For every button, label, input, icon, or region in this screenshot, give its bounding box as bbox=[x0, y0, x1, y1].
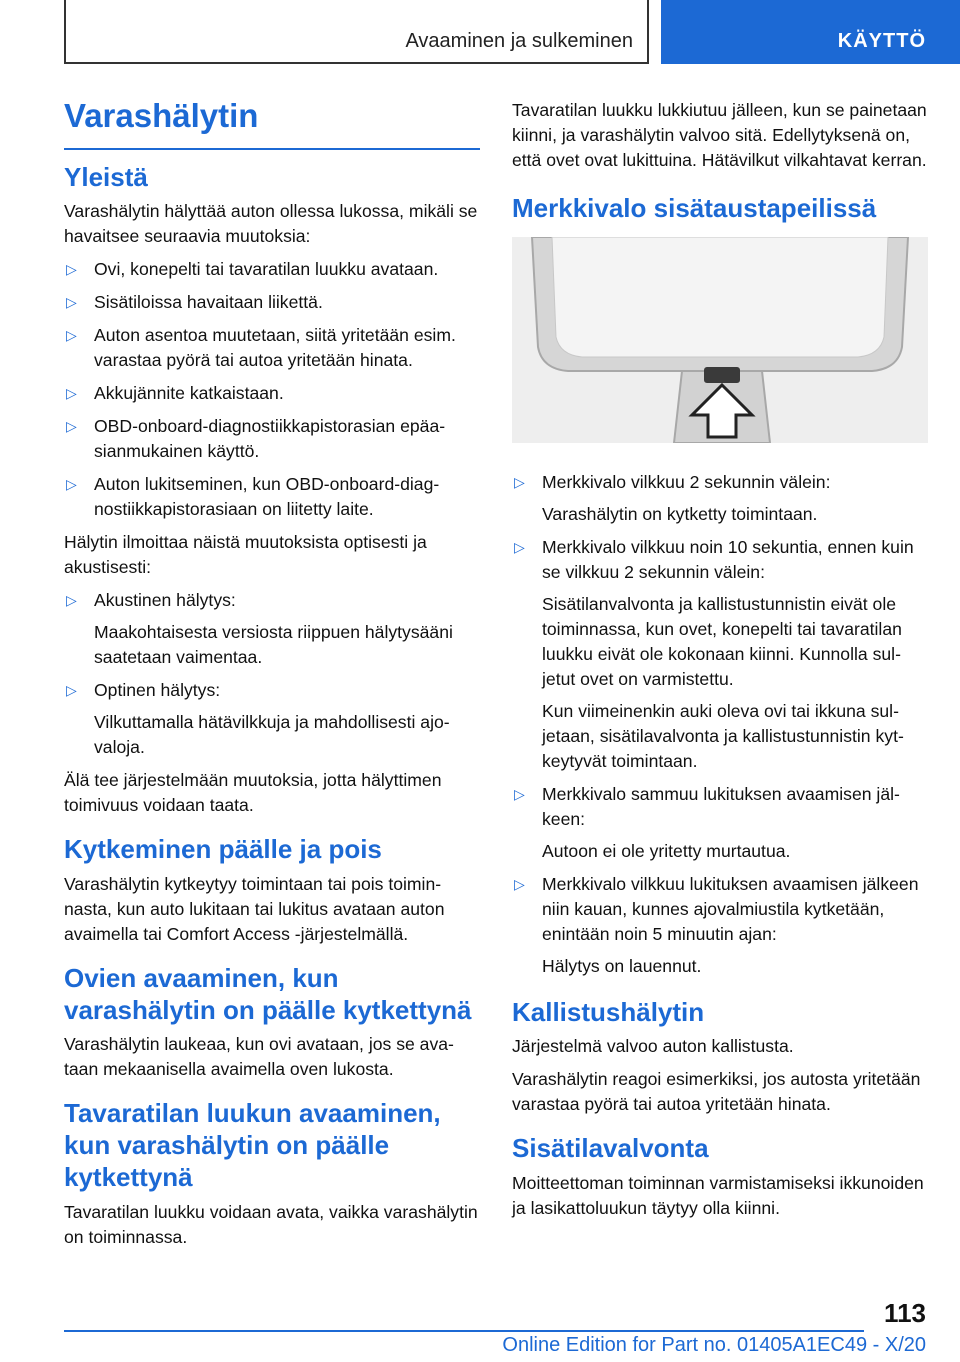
general-intro: Varashälytin hälyttää auton ollessa lukossa, mikäli se havaitsee seuraavia muutoksia: bbox=[64, 201, 478, 247]
rearview-mirror-image bbox=[512, 237, 928, 443]
indicator-list bbox=[512, 470, 928, 979]
heading-indicator: Merkkivalo sisätaustapeilissä bbox=[512, 193, 877, 223]
bullet-triangle-icon: ▷ bbox=[66, 385, 77, 402]
list-item: ▷ Auton asentoa muutetaan, siitä yritetään esim. varastaa pyörä tai autoa yritetään hinata. bbox=[66, 325, 456, 371]
bullet-triangle-icon: ▷ bbox=[66, 592, 77, 609]
right-column bbox=[512, 98, 928, 1229]
heading-interior: Sisätilavalvonta bbox=[512, 1133, 709, 1164]
page-title: Varashälytin bbox=[64, 96, 480, 150]
trunk-text: Tavaratilan luukku voidaan avata, vaikka varashälytin on toiminnassa. bbox=[64, 1201, 478, 1247]
warning-text: Älä tee järjestelmään muutoksia, jotta hälyttimen toimivuus voidaan taata. bbox=[64, 770, 442, 816]
list-item: ▷ Akkujännite katkaistaan. bbox=[64, 381, 480, 406]
list-item: ▷ Akustinen hälytys: Maakohtaisesta versiosta riippuen hälytysääni saatetaan vaimentaa. bbox=[66, 590, 453, 668]
doors-text: Varashälytin laukeaa, kun ovi avataan, jos se avataan mekaanisella avaimella oven lukosta. bbox=[64, 1034, 454, 1080]
heading-trunk: Tavaratilan luukun avaaminen, kun varashälytin on päälle kytkettynä bbox=[64, 1098, 441, 1192]
edition-note: Online Edition for Part no. 01405A1EC49 - X/20 bbox=[502, 1334, 926, 1356]
bullet-triangle-icon: ▷ bbox=[514, 538, 525, 555]
list-item: ▷ Merkkivalo vilkkuu 2 sekunnin välein: Varashälytin on kytketty toimintaan. bbox=[514, 471, 831, 524]
changes-list bbox=[64, 257, 480, 522]
interior-text: Moitteettoman toiminnan varmistamiseksi ikkunoiden ja lasikattoluukun täytyy olla kiinni. bbox=[512, 1173, 924, 1219]
heading-doors: Ovien avaaminen, kun varashälytin on päälle kytkettynä bbox=[64, 963, 472, 1025]
alarm-list bbox=[64, 588, 480, 760]
trunk-continued: Tavaratilan luukku lukkiutuu jälleen, kun se painetaan kiinni, ja varashälytin valvoo sitä. Edellytyksenä on, että ovet ovat lukittuina. Hätävilkut vilkahtavat kerran. bbox=[512, 100, 927, 170]
list-item: ▷ Merkkivalo vilkkuu noin 10 sekuntia, ennen kuin se vilkkuu 2 sekunnin välein: Sisätilanvalvonta ja kallistustunnistin eivät ole toiminnassa, kun ovet, konepelti tai tavaratilan luukku eivät ole kokonaan kiinni. Kunnolla suljetut ovet on varmistettu. Kun viimeinenkin auki oleva ovi tai ikkuna suljetaan, sisätilavalvonta ja kallistustunnistin kytkeytyvät toimintaan. bbox=[514, 536, 914, 771]
bullet-triangle-icon: ▷ bbox=[66, 682, 77, 699]
page-number: 113 bbox=[884, 1298, 926, 1328]
heading-on-off: Kytkeminen päälle ja pois bbox=[64, 834, 382, 865]
left-column bbox=[64, 96, 480, 1258]
list-item: ▷ Merkkivalo vilkkuu lukituksen avaamisen jälkeen niin kauan, kunnes ajovalmiustila kytketään, enintään noin 5 minuutin ajan: Hälytys on lauennut. bbox=[514, 873, 919, 976]
on-off-text: Varashälytin kytkeytyy toimintaan tai pois toiminnasta, kun auto lukitaan tai lukitus avataan auton avaimella tai Comfort Access -järjestelmällä. bbox=[64, 874, 445, 945]
chapter-tab[interactable] bbox=[661, 0, 960, 64]
bullet-triangle-icon: ▷ bbox=[66, 261, 77, 278]
footer-divider bbox=[64, 1330, 864, 1332]
bullet-triangle-icon: ▷ bbox=[514, 875, 525, 892]
bullet-triangle-icon: ▷ bbox=[66, 418, 77, 435]
list-item: ▷ Merkkivalo sammuu lukituksen avaamisen jälkeen: Autoon ei ole yritetty murtautua. bbox=[514, 783, 900, 861]
list-item: ▷ Auton lukitseminen, kun OBD-onboard-diagnostiikkapistorasiaan on liitetty laite. bbox=[66, 474, 440, 520]
bullet-triangle-icon: ▷ bbox=[514, 473, 525, 490]
alarm-intro: Hälytin ilmoittaa näistä muutoksista optisesti ja akustisesti: bbox=[64, 532, 427, 578]
list-item: ▷ OBD-onboard-diagnostiikkapistorasian epäasianmukainen käyttö. bbox=[66, 416, 446, 462]
chapter-tab-label: KÄYTTÖ bbox=[837, 30, 926, 52]
bullet-triangle-icon: ▷ bbox=[66, 294, 77, 311]
bullet-triangle-icon: ▷ bbox=[66, 476, 77, 493]
list-item: ▷ Ovi, konepelti tai tavaratilan luukku avataan. bbox=[64, 257, 480, 282]
bullet-triangle-icon: ▷ bbox=[66, 327, 77, 344]
tilt-text-2: Varashälytin reagoi esimerkiksi, jos autosta yritetään varastaa pyörä tai autoa yritetään hinata. bbox=[512, 1069, 921, 1115]
header-frame bbox=[64, 0, 649, 64]
section-title: Avaaminen ja sulkeminen bbox=[405, 30, 633, 52]
list-item: ▷ Optinen hälytys: Vilkuttamalla hätävilkkuja ja mahdollisesti ajovaloja. bbox=[66, 680, 450, 758]
bullet-triangle-icon: ▷ bbox=[514, 785, 525, 802]
heading-tilt: Kallistushälytin bbox=[512, 996, 705, 1027]
list-item: ▷ Sisätiloissa havaitaan liikettä. bbox=[64, 290, 480, 315]
heading-general: Yleistä bbox=[64, 161, 148, 192]
tilt-text-1: Järjestelmä valvoo auton kallistusta. bbox=[512, 1036, 794, 1057]
